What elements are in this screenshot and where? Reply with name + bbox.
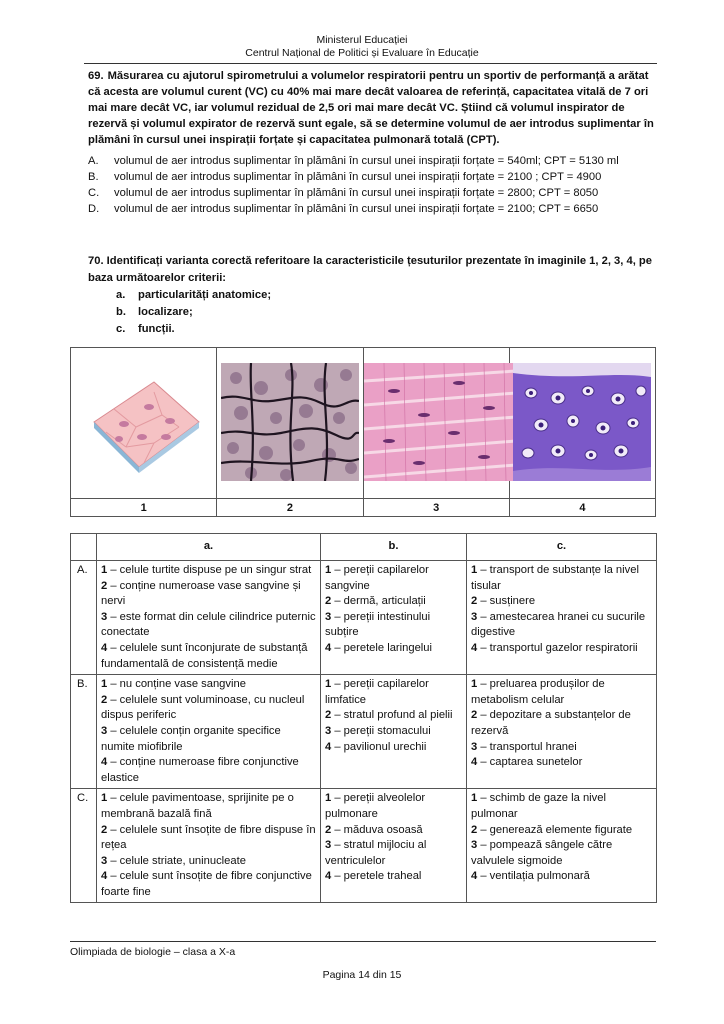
item-text: – preluarea produșilor de metabolism celular [471,678,605,706]
cardiac-muscle-image [364,363,516,481]
item-number: 3 [101,854,108,867]
cell-line [325,677,462,708]
item-number: 2 [101,693,108,706]
item-text: – celule pavimentoase, sprijinite pe o membrană bazală fină [101,792,294,820]
footer-divider [70,941,656,942]
item-number: 2 [325,823,332,836]
item-text: – celulele sunt voluminoase, cu nucleul dispus periferic [101,693,305,722]
item-text: – schimb de gaze la nivel pulmonar [471,792,606,820]
criterion-text: funcții. [138,323,175,335]
tissue-image-table [70,347,656,517]
question-70 [88,253,660,338]
cell-line [471,594,652,610]
header-empty [71,534,97,561]
item-text: – pereții stomacului [331,724,431,737]
option-b[interactable] [88,169,660,185]
item-number: 3 [101,724,108,737]
item-text: – celulele conțin organite specifice numite miofibrile [101,724,281,753]
cell-line [101,641,316,672]
cell-line [471,838,652,869]
cell-line [325,740,462,756]
item-text: – conține numeroase fibre conjunctive elastice [101,756,299,784]
item-number: 3 [471,610,478,623]
item-text: – nu conține vase sangvine [107,678,246,691]
item-text: – susținere [477,595,536,608]
cell-b [321,789,467,903]
criterion-label: c. [116,323,126,335]
header-c: c. [467,534,657,561]
header-divider [84,63,657,64]
option-text: volumul de aer introdus suplimentar în plămâni în cursul unei inspirații forțate = 2100 ; CPT = 4900 [114,171,602,183]
cell-line [101,854,316,870]
cell-line [101,791,316,822]
footer-olympiad: Olimpiada de biologie – clasa a X-a [70,946,236,958]
header-a: a. [97,534,321,561]
item-number: 1 [101,564,108,576]
item-number: 2 [471,595,478,608]
criterion-label: b. [116,306,126,318]
item-text: – pompează sângele către valvulele sigmoide [471,839,613,867]
cell-line [325,869,462,885]
row-label: C. [71,789,97,903]
item-number: 2 [325,709,332,722]
item-text: – transport de substanțe la nivel tisular [471,564,639,592]
option-label: B. [88,171,99,183]
item-number: 1 [325,564,332,576]
item-number: 2 [471,709,478,722]
item-text: – peretele traheal [331,870,422,883]
cell-a [97,561,321,675]
option-label: D. [88,203,100,215]
item-number: 1 [101,792,108,805]
cell-line [101,755,316,786]
item-number: 4 [471,756,478,769]
item-number: 4 [471,870,478,883]
question-70-text: Identificați varianta corectă referitoare la caracteristicile țesuturilor prezentate în imaginile 1, 2, 3, 4, pe baza următoarelor criterii: [88,255,652,284]
row-label: A. [71,561,97,675]
criterion-text: particularități anatomice; [138,289,272,301]
item-text: – celulele sunt înconjurate de substanță fundamentală de consistență medie [101,641,308,670]
table-row[interactable] [71,789,657,903]
page-number: Pagina 14 din 15 [322,969,402,981]
cell-line [471,740,652,756]
criterion-a [116,287,660,304]
option-text: volumul de aer introdus suplimentar în plămâni în cursul unei inspirații forțate = 2100; CPT = 6650 [114,203,599,215]
cell-a [97,789,321,903]
cell-line [325,594,462,610]
item-number: 4 [101,641,108,654]
table-row[interactable] [71,675,657,789]
cell-b [321,561,467,675]
table-header-row [71,534,657,561]
item-text: – celule striate, uninucleate [107,854,246,867]
item-text: – peretele laringelui [331,641,432,654]
item-text: – pereții intestinului subțire [325,610,431,639]
item-number: 1 [325,678,332,691]
item-number: 2 [325,595,332,608]
cell-line [101,579,316,610]
question-69 [88,68,660,148]
image-cell-3 [363,348,509,499]
question-69-text: Măsurarea cu ajutorul spirometrului a volumelor respiratorii pentru un sportiv de performanță a arătat că acesta are volumul curent (VC) cu 40% mai mare decât valoarea de referință, capacitatea vitală de 7 ori mai mare decât VC, iar volumul rezidual de 2,5 ori mai mare decât VC. Știind că volumul inspirator de rezervă și volumul expirator de rezervă sunt egale, să se determine volumul de aer introdus suplimentar în plămâni în cursul unei inspirații forțate și capacitatea pulmonară totală (CPT). [88,70,654,146]
item-number: 3 [471,839,478,852]
item-number: 3 [101,610,108,623]
cell-line [325,823,462,839]
item-text: – stratul mijlociu al ventriculelor [325,839,427,867]
question-70-number: 70. [88,255,104,267]
option-c[interactable] [88,185,660,201]
image-number-1: 1 [71,499,217,517]
cell-line [325,838,462,869]
header-center: Centrul Național de Politici și Evaluare în Educație [245,47,479,59]
item-text: – pereții alveolelor pulmonare [325,792,426,820]
cell-line [471,708,652,739]
question-69-number: 69. [88,70,104,82]
item-text: – celule turtite dispuse pe un singur strat [107,564,312,576]
image-cell-1 [71,348,217,499]
option-text: volumul de aer introdus suplimentar în plămâni în cursul unei inspirații forțate = 2800; CPT = 8050 [114,187,599,199]
cell-line [101,563,316,579]
cell-b [321,675,467,789]
cell-c [467,675,657,789]
item-text: – generează elemente figurate [477,823,633,836]
answer-table [70,533,657,903]
cell-line [101,823,316,854]
cell-line [325,563,462,594]
item-number: 3 [325,839,332,852]
item-text: – transportul gazelor respiratorii [477,641,638,654]
cell-line [471,563,652,594]
cell-line [325,724,462,740]
question-69-options [88,153,660,217]
cell-line [101,724,316,755]
option-label: C. [88,187,100,199]
item-text: – pereții capilarelor sangvine [325,564,429,592]
item-text: – conține numeroase vase sangvine și nervi [101,579,301,608]
cell-line [101,610,316,641]
epithelium-image [84,367,204,477]
cell-c [467,561,657,675]
item-number: 3 [325,724,332,737]
item-text: – depozitare a substanțelor de rezervă [471,709,631,737]
item-number: 2 [101,579,108,592]
cell-line [471,823,652,839]
item-number: 3 [325,610,332,623]
image-number-3: 3 [363,499,509,517]
image-cell-2 [217,348,363,499]
row-label: B. [71,675,97,789]
cell-line [471,610,652,641]
item-number: 4 [325,870,332,883]
cell-line [471,755,652,771]
cell-line [101,869,316,900]
item-text: – celule sunt însoțite de fibre conjunctive foarte fine [101,870,312,898]
criterion-label: a. [116,289,126,301]
cell-line [101,693,316,724]
item-number: 4 [325,641,332,654]
cell-line [471,641,652,657]
item-number: 3 [471,740,478,753]
image-number-4: 4 [509,499,655,517]
item-text: – măduva osoasă [331,823,423,836]
criterion-c [116,321,660,338]
page-header [0,34,724,60]
item-number: 1 [101,678,108,691]
item-number: 1 [325,792,332,805]
option-label: A. [88,155,99,167]
item-number: 4 [325,740,332,753]
item-number: 2 [101,823,108,836]
header-b: b. [321,534,467,561]
item-number: 4 [101,870,108,883]
option-text: volumul de aer introdus suplimentar în plămâni în cursul unei inspirații forțate = 540ml; CPT = 5130 ml [114,155,619,167]
cell-c [467,789,657,903]
item-text: – pereții capilarelor limfatice [325,678,429,706]
header-ministry: Ministerul Educației [316,34,408,46]
item-text: – amestecarea hranei cu sucurile digestive [471,610,646,639]
cell-line [101,677,316,693]
option-d[interactable] [88,201,660,217]
cell-line [325,708,462,724]
reticular-tissue-image [221,363,359,481]
item-number: 1 [471,564,478,576]
item-number: 1 [471,678,478,691]
item-text: – celulele sunt însoțite de fibre dispuse în rețea [101,823,316,852]
item-number: 4 [471,641,478,654]
table-row[interactable] [71,561,657,675]
item-text: – pavilionul urechii [331,740,427,753]
item-text: – este format din celule cilindrice puternic conectate [101,610,316,639]
item-text: – captarea sunetelor [477,756,583,769]
cell-line [325,641,462,657]
cell-line [471,677,652,708]
image-number-2: 2 [217,499,363,517]
cell-line [325,610,462,641]
item-number: 2 [471,823,478,836]
option-a[interactable] [88,153,660,169]
item-text: – dermă, articulații [331,595,426,608]
cell-line [471,869,652,885]
item-text: – transportul hranei [477,740,577,753]
item-text: – ventilația pulmonară [477,870,590,883]
criterion-text: localizare; [138,306,193,318]
criterion-b [116,304,660,321]
item-text: – stratul profund al pielii [331,709,453,722]
image-cell-4 [509,348,655,499]
cartilage-image [513,363,651,481]
cell-line [325,791,462,822]
cell-line [471,791,652,822]
item-number: 4 [101,756,108,769]
cell-a [97,675,321,789]
item-number: 1 [471,792,478,805]
